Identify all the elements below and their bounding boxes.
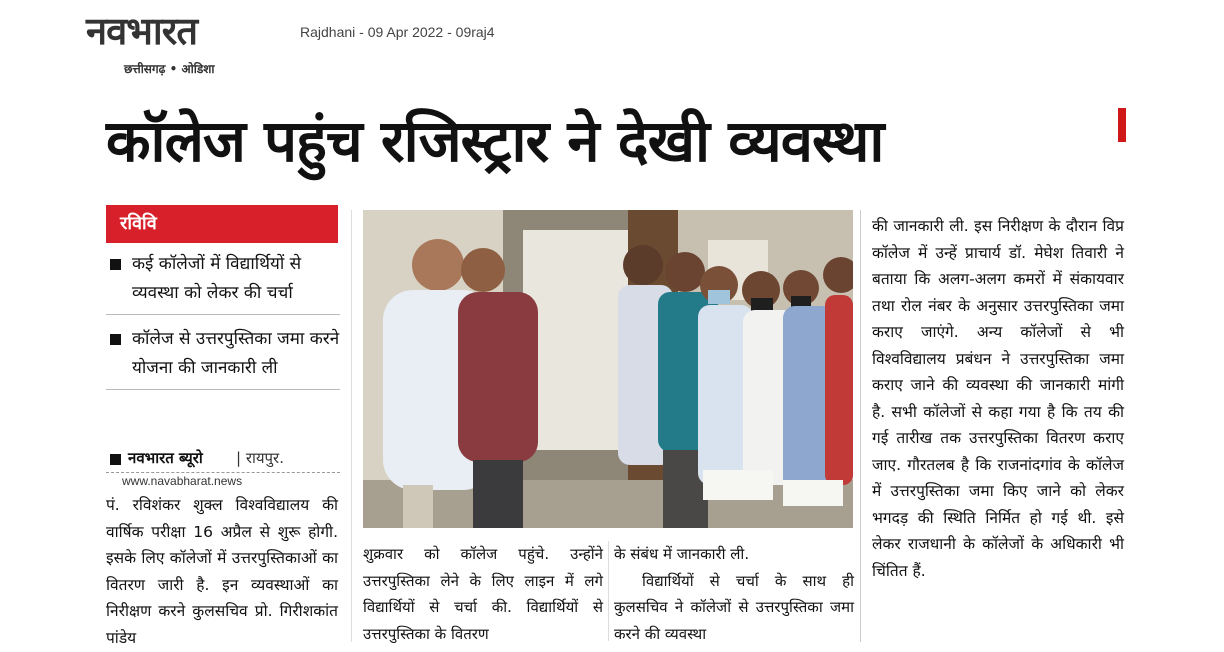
column-divider [860, 210, 861, 642]
newspaper-logo [82, 6, 292, 82]
body-paragraph: पं. रविशंकर शुक्ल विश्वविद्यालय की वार्षिक परीक्षा 16 अप्रैल से शुरू होगी. इसके लिए कॉलेजों में उत्तरपुस्तिकाओं का वितरण जारी है. इन व्यवस्थाओं का निरीक्षण करने कुलसचिव प्रो. गिरीशकांत पांडेय [106, 496, 338, 647]
section-tag [106, 205, 338, 243]
square-bullet-icon [110, 259, 121, 270]
headline-red-marker [1118, 108, 1126, 142]
photo-illustration [363, 210, 853, 528]
logo-text: नवभारत [86, 9, 197, 53]
body-column-right [872, 213, 1124, 584]
body-paragraph: विद्यार्थियों से चर्चा के साथ ही कुलसचिव ने कॉलेजों से उत्तरपुस्तिका जमा करने की व्यवस्था [614, 571, 854, 643]
byline [106, 448, 340, 473]
headline: कॉलेज पहुंच रजिस्ट्रार ने देखी व्यवस्था [106, 107, 884, 175]
byline-name: नवभारत ब्यूरो [128, 449, 203, 467]
square-bullet-icon [110, 454, 121, 465]
highlight-item [106, 250, 340, 315]
body-paragraph: की जानकारी ली. इस निरीक्षण के दौरान विप्र कॉलेज में उन्हें प्राचार्य डॉ. मेघेश तिवारी ने बताया कि अलग-अलग कमरों में संकायवार तथा रोल नंबर के अनुसार उत्तरपुस्तिका जमा कराए जाएंगे. अन्य कॉलेजों से भी विश्वविद्यालय प्रबंधन ने उत्तरपुस्तिका जमा कराए जाने की व्यवस्था की जानकारी मांगी है. सभी कॉलेजों से कहा गया है कि तय की गई तारीख तक उत्तरपुस्तिका वितरण कराए जाए. गौरतलब है कि राजनांदगांव के कॉलेज में उत्तरपुस्तिका जमा किए जाने को लेकर भगदड़ की स्थिति निर्मित हो गई थी. इसे लेकर राजधानी के कॉलेजों के अधिकारी भी चिंतित हैं. [872, 217, 1124, 580]
body-column-left [106, 492, 338, 651]
highlight-item [106, 325, 340, 390]
edition-line: Rajdhani - 09 Apr 2022 - 09raj4 [300, 24, 495, 40]
highlight-text: कई कॉलेजों में विद्यार्थियों से व्यवस्था को लेकर की चर्चा [132, 254, 302, 303]
column-divider [351, 210, 352, 642]
body-paragraph: के संबंध में जानकारी ली. [614, 545, 750, 563]
logo-subtitle: छत्तीसगढ़ • ओडिशा [124, 62, 215, 76]
body-column-middle-1 [363, 541, 603, 647]
column-divider [608, 541, 609, 641]
news-photo [363, 210, 853, 528]
body-column-middle-2 [614, 541, 854, 647]
byline-website: www.navabharat.news [122, 474, 243, 488]
section-tag-label: रविवि [120, 213, 157, 234]
byline-city: | रायपुर. [236, 449, 284, 467]
highlight-text: कॉलेज से उत्तरपुस्तिका जमा करने योजना की जानकारी ली [132, 329, 340, 378]
square-bullet-icon [110, 334, 121, 345]
highlights-list [106, 250, 340, 400]
body-paragraph: शुक्रवार को कॉलेज पहुंचे. उन्होंने उत्तरपुस्तिका लेने के लिए लाइन में लगे विद्यार्थियों से चर्चा की. विद्यार्थियों से उत्तरपुस्तिका के वितरण [363, 545, 603, 643]
